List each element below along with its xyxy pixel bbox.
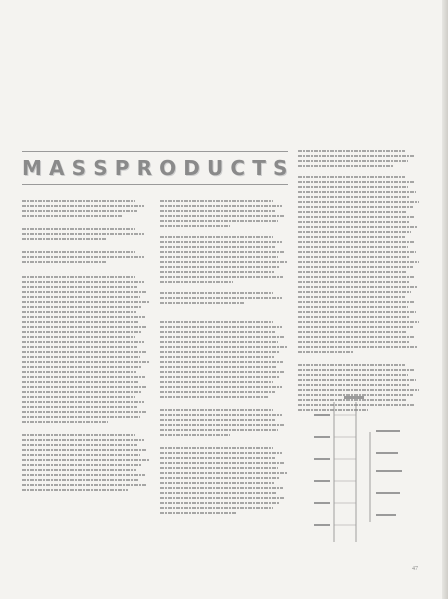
- body-text-line: [298, 374, 408, 376]
- body-text-line: [160, 246, 275, 248]
- body-text-line: [298, 341, 409, 343]
- body-text-line: [160, 492, 276, 494]
- body-text-line: [298, 276, 415, 278]
- body-text-line: [298, 241, 414, 243]
- paragraph-gap: [160, 401, 288, 409]
- body-text-line: [160, 512, 236, 514]
- body-text-line: [298, 326, 413, 328]
- body-text-line: [298, 226, 418, 228]
- body-text-line: [298, 216, 415, 218]
- body-text-line: [298, 281, 409, 283]
- body-text-line: [160, 472, 287, 474]
- body-text-line: [160, 487, 283, 489]
- body-text-line: [298, 196, 410, 198]
- body-text-line: [160, 467, 278, 469]
- body-text-line: [22, 444, 137, 446]
- body-text-line: [22, 376, 145, 378]
- body-text-line: [160, 457, 275, 459]
- body-text-line: [22, 210, 137, 212]
- body-text-line: [22, 489, 128, 491]
- body-text-line: [22, 341, 144, 343]
- body-text-line: [22, 311, 136, 313]
- body-text-line: [160, 276, 283, 278]
- body-text-line: [298, 206, 413, 208]
- body-text-line: [160, 497, 285, 499]
- body-text-line: [160, 414, 282, 416]
- body-text-line: [160, 302, 244, 304]
- paragraph-gap: [160, 307, 288, 321]
- body-text-line: [22, 331, 141, 333]
- body-text-line: [298, 176, 405, 178]
- body-text-line: [22, 301, 149, 303]
- body-text-line: [298, 316, 410, 318]
- body-text-line: [298, 266, 413, 268]
- body-text-line: [22, 479, 138, 481]
- body-text-line: [298, 346, 418, 348]
- banner-letter: C: [230, 156, 246, 180]
- body-text-line: [22, 401, 144, 403]
- body-text-line: [298, 336, 415, 338]
- body-text-line: [160, 297, 282, 299]
- body-text-line: [160, 241, 282, 243]
- body-text-line: [160, 434, 230, 436]
- body-text-line: [160, 251, 284, 253]
- body-text-line: [298, 160, 408, 162]
- column-2: [160, 200, 288, 517]
- body-text-line: [160, 386, 282, 388]
- body-text-line: [160, 326, 282, 328]
- paragraph-gap: [22, 243, 150, 251]
- banner-letter: A: [49, 156, 66, 180]
- body-text-line: [22, 464, 142, 466]
- body-text-line: [22, 469, 136, 471]
- body-text-line: [160, 346, 287, 348]
- body-text-line: [22, 256, 144, 258]
- body-text-line: [160, 371, 285, 373]
- body-text-line: [22, 281, 144, 283]
- body-text-line: [22, 356, 140, 358]
- body-text-line: [298, 369, 414, 371]
- body-text-line: [298, 384, 410, 386]
- body-text-line: [160, 321, 273, 323]
- body-text-line: [298, 251, 416, 253]
- body-text-line: [22, 434, 135, 436]
- body-text-line: [160, 452, 282, 454]
- body-text-line: [22, 391, 141, 393]
- body-text-line: [298, 271, 407, 273]
- body-text-line: [298, 201, 419, 203]
- body-text-line: [160, 220, 278, 222]
- body-text-line: [160, 502, 279, 504]
- banner-letter: T: [252, 156, 267, 180]
- body-text-line: [160, 225, 230, 227]
- body-text-line: [22, 316, 145, 318]
- body-text-line: [160, 361, 283, 363]
- page-number: 47: [412, 566, 418, 572]
- body-text-line: [22, 233, 144, 235]
- body-text-line: [22, 336, 135, 338]
- body-text-line: [298, 150, 405, 152]
- body-text-line: [22, 474, 145, 476]
- body-text-line: [298, 379, 416, 381]
- body-text-line: [160, 381, 273, 383]
- banner-letter: S: [273, 156, 288, 180]
- body-text-line: [298, 331, 407, 333]
- body-text-line: [22, 371, 136, 373]
- body-text-line: [160, 482, 274, 484]
- body-text-line: [298, 191, 416, 193]
- body-text-line: [160, 281, 233, 283]
- body-text-line: [298, 389, 419, 391]
- paragraph-gap: [22, 426, 150, 434]
- body-text-line: [160, 261, 287, 263]
- body-text-line: [298, 186, 408, 188]
- body-text-line: [160, 462, 284, 464]
- body-text-line: [298, 261, 419, 263]
- body-text-line: [22, 366, 142, 368]
- banner-letter: U: [207, 156, 224, 180]
- body-text-line: [22, 215, 123, 217]
- paragraph-gap: [160, 439, 288, 447]
- body-text-line: [22, 454, 140, 456]
- column-3: [298, 150, 420, 414]
- body-text-line: [22, 484, 147, 486]
- column-1: [22, 200, 150, 494]
- paragraph-gap: [22, 220, 150, 228]
- body-text-line: [160, 424, 284, 426]
- body-text-line: [160, 409, 273, 411]
- article-title-banner: [22, 151, 288, 185]
- body-text-line: [22, 296, 140, 298]
- body-text-line: [22, 326, 147, 328]
- body-text-line: [22, 261, 106, 263]
- body-text-line: [160, 341, 278, 343]
- body-text-line: [160, 396, 269, 398]
- banner-letter: S: [93, 156, 109, 180]
- body-text-line: [298, 211, 407, 213]
- body-text-line: [298, 311, 416, 313]
- body-text-line: [22, 439, 144, 441]
- body-text-line: [22, 386, 147, 388]
- body-text-line: [298, 231, 411, 233]
- body-text-line: [298, 286, 418, 288]
- banner-letter: M: [22, 156, 43, 180]
- banner-letter: P: [114, 156, 130, 180]
- banner-letter: R: [136, 156, 153, 180]
- body-text-line: [298, 306, 408, 308]
- body-text-line: [22, 361, 149, 363]
- banner-letter: D: [183, 156, 201, 180]
- body-text-line: [160, 331, 275, 333]
- body-text-line: [160, 210, 275, 212]
- body-text-line: [22, 421, 108, 423]
- body-text-line: [298, 246, 408, 248]
- body-text-line: [22, 306, 142, 308]
- body-text-line: [160, 292, 273, 294]
- paragraph-gap: [22, 266, 150, 276]
- body-text-line: [22, 396, 135, 398]
- vertical-diagram: [304, 392, 414, 552]
- body-text-line: [160, 376, 279, 378]
- body-text-line: [160, 271, 274, 273]
- paragraph-gap: [298, 356, 420, 364]
- body-text-line: [22, 449, 146, 451]
- body-text-line: [298, 236, 405, 238]
- body-text-line: [22, 238, 106, 240]
- body-text-line: [160, 356, 274, 358]
- body-text-line: [160, 215, 284, 217]
- body-text-line: [298, 296, 405, 298]
- body-text-line: [22, 346, 137, 348]
- body-text-line: [298, 364, 405, 366]
- body-text-line: [298, 155, 414, 157]
- body-text-line: [22, 291, 146, 293]
- body-text-line: [298, 321, 419, 323]
- body-text-line: [160, 366, 276, 368]
- body-text-line: [160, 205, 282, 207]
- body-text-line: [298, 165, 394, 167]
- body-text-line: [160, 351, 280, 353]
- body-text-line: [22, 276, 135, 278]
- body-text-line: [298, 181, 414, 183]
- body-text-line: [298, 351, 353, 353]
- body-text-line: [22, 205, 144, 207]
- body-text-line: [22, 321, 138, 323]
- body-text-line: [22, 411, 146, 413]
- body-text-line: [298, 256, 410, 258]
- body-text-line: [160, 429, 278, 431]
- body-text-line: [160, 477, 280, 479]
- body-text-line: [22, 228, 135, 230]
- body-text-line: [160, 419, 275, 421]
- body-text-line: [22, 406, 137, 408]
- banner-letter: S: [71, 156, 87, 180]
- body-text-line: [160, 236, 273, 238]
- body-text-line: [22, 416, 140, 418]
- body-text-line: [298, 221, 409, 223]
- body-text-line: [298, 301, 414, 303]
- banner-letter: O: [159, 156, 177, 180]
- body-text-line: [160, 507, 273, 509]
- body-text-line: [160, 266, 280, 268]
- body-text-line: [22, 459, 149, 461]
- page-edge: [442, 0, 448, 599]
- body-text-line: [160, 336, 284, 338]
- body-text-line: [160, 256, 278, 258]
- body-text-line: [160, 391, 275, 393]
- body-text-line: [22, 351, 146, 353]
- body-text-line: [160, 200, 273, 202]
- body-text-line: [22, 286, 137, 288]
- body-text-line: [160, 447, 273, 449]
- body-text-line: [298, 291, 411, 293]
- body-text-line: [22, 381, 138, 383]
- body-text-line: [22, 200, 135, 202]
- body-text-line: [22, 251, 135, 253]
